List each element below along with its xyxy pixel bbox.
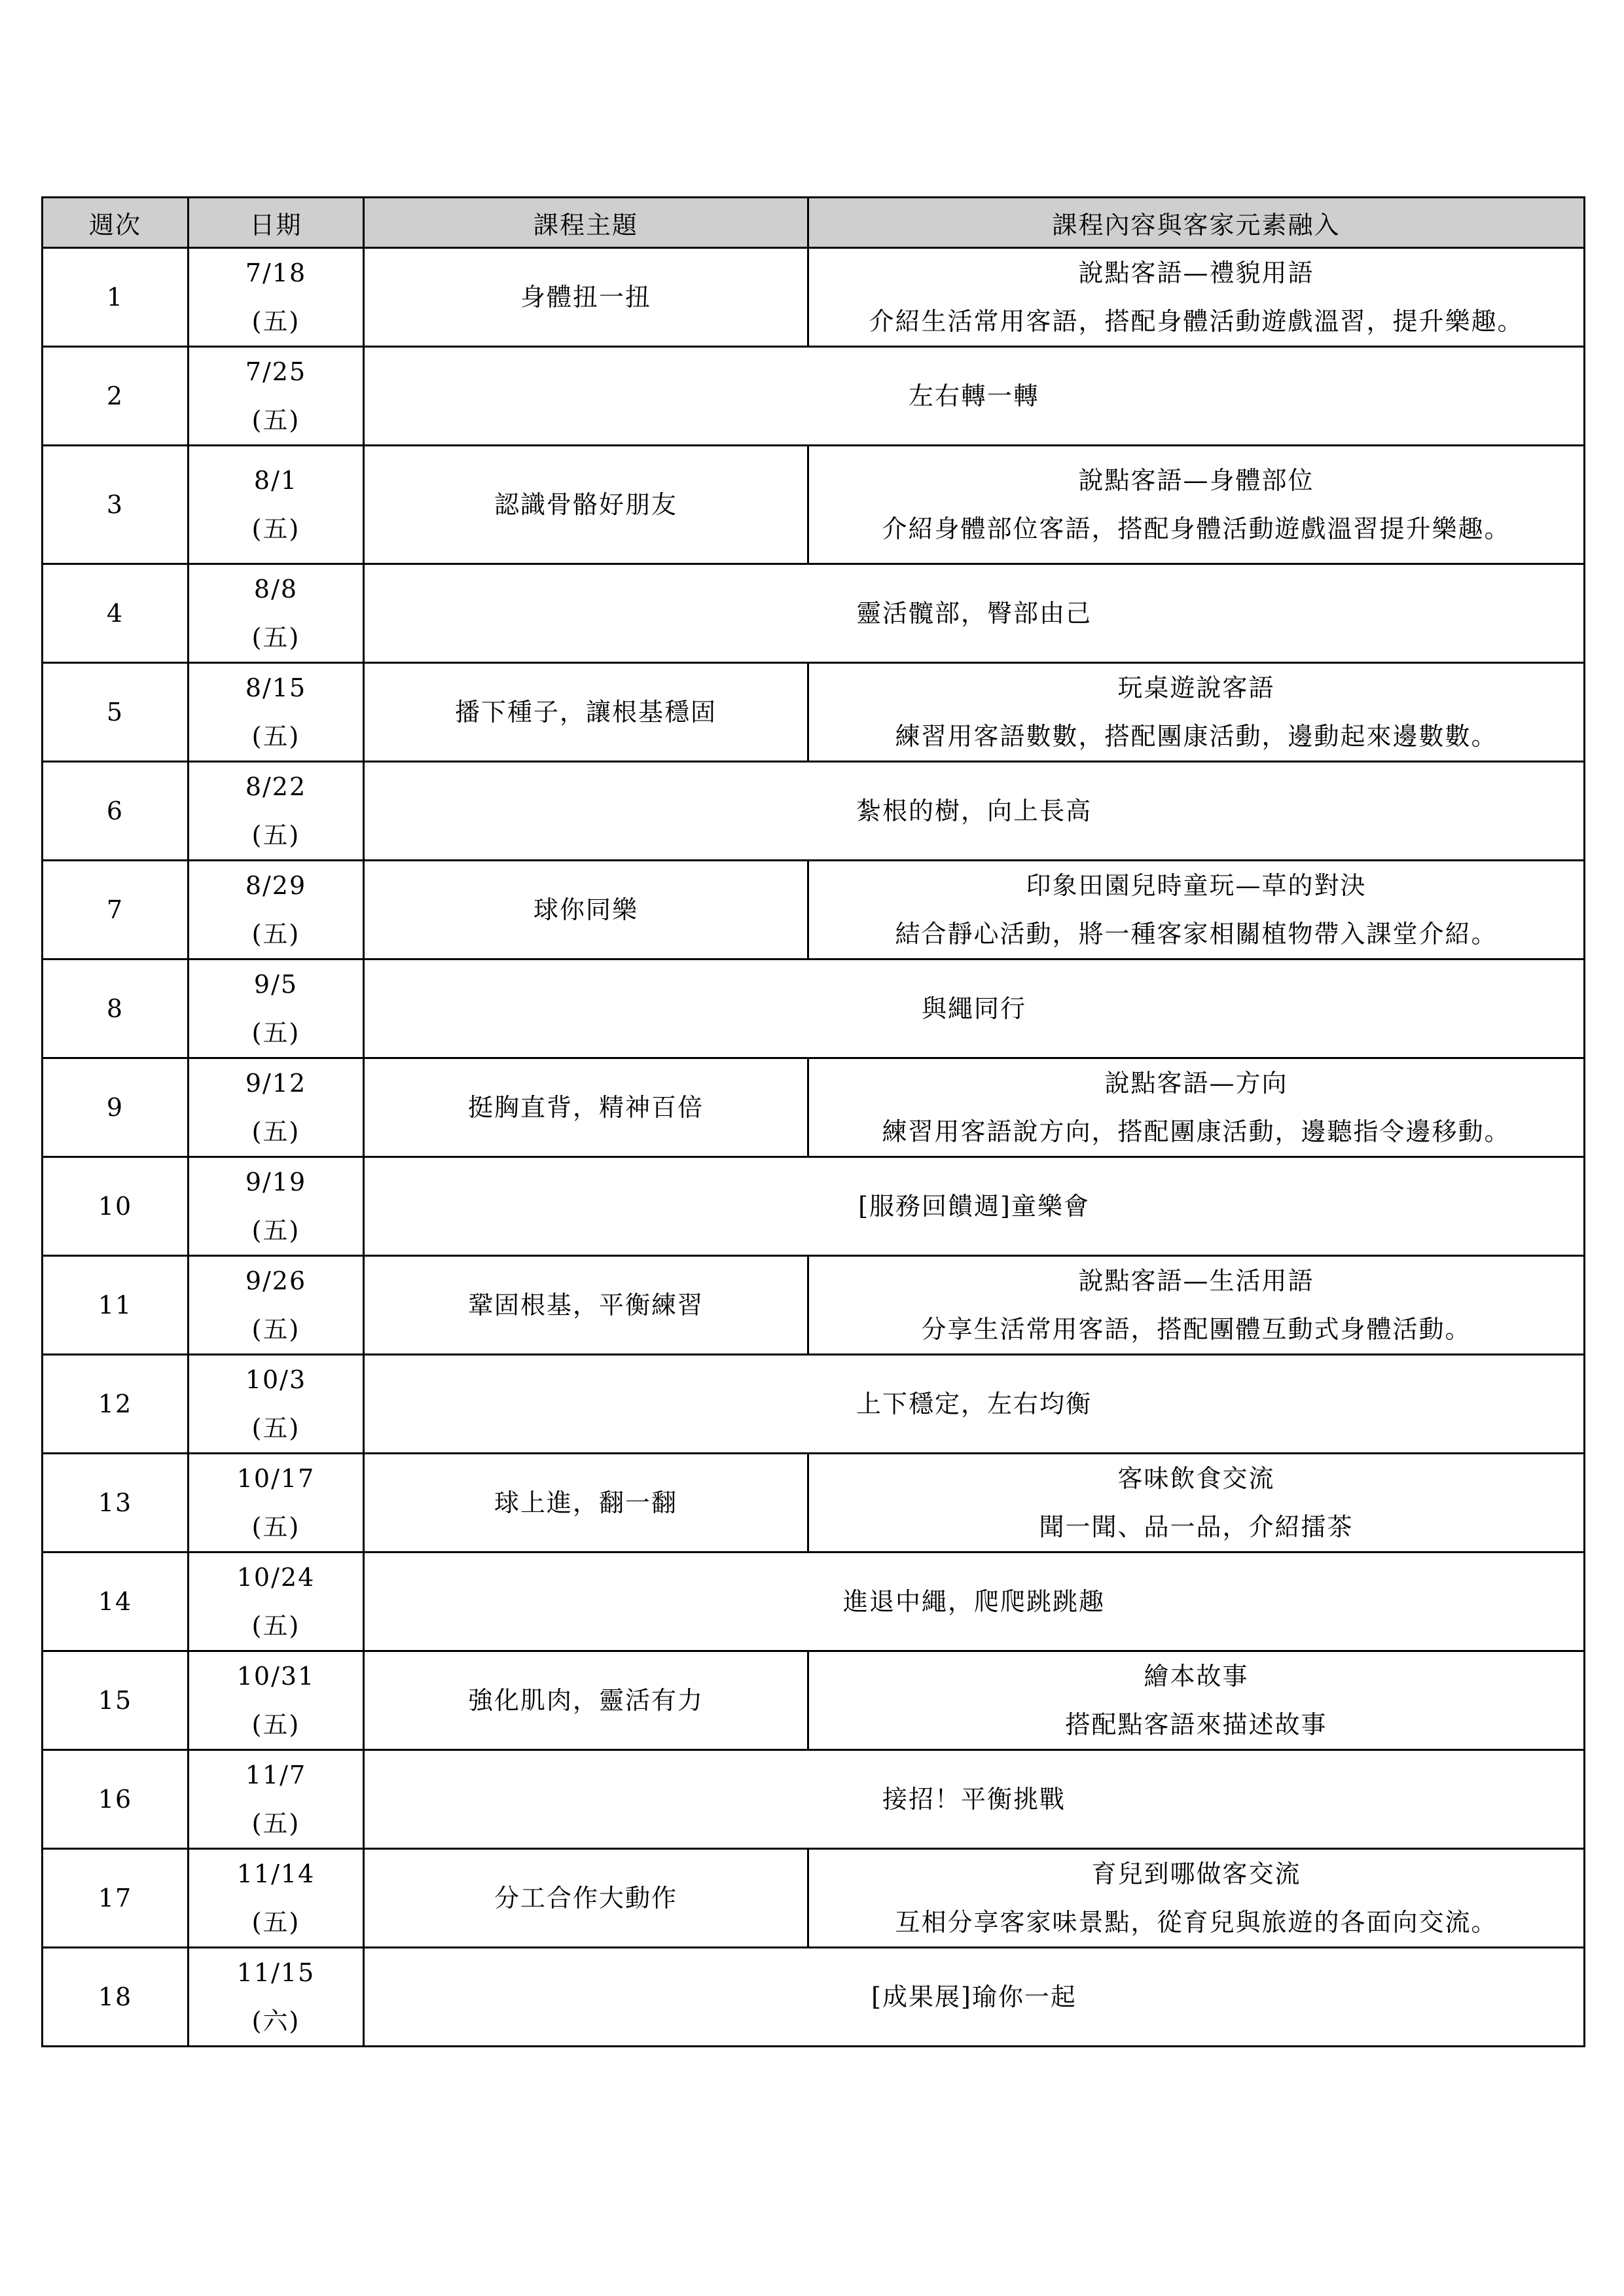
week-number: 5 <box>43 663 189 762</box>
date-cell <box>189 1256 364 1355</box>
table-row <box>43 861 1585 960</box>
topic-cell: 播下種子，讓根基穩固 <box>364 663 808 762</box>
content-title: 說點客語—禮貌用語 <box>1078 259 1314 287</box>
table-row <box>43 1651 1585 1750</box>
week-number: 16 <box>43 1750 189 1849</box>
header-row <box>43 198 1585 248</box>
weekday: (五) <box>251 1117 300 1146</box>
date-cell <box>189 1157 364 1256</box>
date-cell <box>189 1948 364 2047</box>
table-row <box>43 1454 1585 1552</box>
week-number: 4 <box>43 564 189 663</box>
content-cell <box>808 1651 1585 1750</box>
topic-cell-merged: 進退中繩，爬爬跳跳趣 <box>364 1552 1585 1651</box>
topic-cell: 強化肌肉，靈活有力 <box>364 1651 808 1750</box>
week-number: 18 <box>43 1948 189 2047</box>
topic-cell-merged: 紮根的樹，向上長高 <box>364 762 1585 861</box>
topic-cell-merged: 接招！平衡挑戰 <box>364 1750 1585 1849</box>
weekday: (五) <box>251 1216 300 1245</box>
content-cell <box>808 1454 1585 1552</box>
weekday: (五) <box>251 1414 300 1443</box>
weekday: (五) <box>251 307 300 336</box>
date-value: 8/15 <box>245 673 307 702</box>
content-cell <box>808 663 1585 762</box>
date-value: 11/14 <box>236 1859 316 1888</box>
week-number: 14 <box>43 1552 189 1651</box>
weekday: (五) <box>251 1315 300 1344</box>
table-row <box>43 1157 1585 1256</box>
date-value: 8/29 <box>245 871 307 900</box>
table-row <box>43 960 1585 1058</box>
content-title: 育兒到哪做客交流 <box>1091 1859 1301 1888</box>
content-desc: 搭配點客語來描述故事 <box>1065 1710 1327 1739</box>
date-value: 7/25 <box>245 357 307 386</box>
weekday: (五) <box>251 722 300 751</box>
topic-cell: 身體扭一扭 <box>364 248 808 347</box>
week-number: 13 <box>43 1454 189 1552</box>
content-title: 說點客語—身體部位 <box>1078 466 1314 495</box>
week-number: 6 <box>43 762 189 861</box>
topic-cell-merged: [成果展]瑜你一起 <box>364 1948 1585 2047</box>
table-row <box>43 1948 1585 2047</box>
week-number: 2 <box>43 347 189 446</box>
date-cell <box>189 960 364 1058</box>
date-value: 10/17 <box>236 1464 316 1493</box>
weekday: (六) <box>251 2007 300 2036</box>
content-desc: 互相分享客家味景點，從育兒與旅遊的各面向交流。 <box>895 1908 1498 1937</box>
table-row <box>43 1058 1585 1157</box>
week-number: 8 <box>43 960 189 1058</box>
week-number: 1 <box>43 248 189 347</box>
table-row <box>43 446 1585 564</box>
week-number: 17 <box>43 1849 189 1948</box>
date-cell <box>189 762 364 861</box>
week-number: 3 <box>43 446 189 564</box>
table-row <box>43 1750 1585 1849</box>
table-row <box>43 762 1585 861</box>
topic-cell-merged: 上下穩定，左右均衡 <box>364 1355 1585 1454</box>
topic-cell-merged: [服務回饋週]童樂會 <box>364 1157 1585 1256</box>
week-number: 15 <box>43 1651 189 1750</box>
week-number: 7 <box>43 861 189 960</box>
date-value: 8/8 <box>253 575 298 603</box>
content-title: 印象田園兒時童玩—草的對決 <box>1026 871 1367 900</box>
content-title: 客味飲食交流 <box>1117 1464 1275 1493</box>
date-cell <box>189 1552 364 1651</box>
table-row <box>43 1552 1585 1651</box>
content-desc: 結合靜心活動，將一種客家相關植物帶入課堂介紹。 <box>895 920 1498 948</box>
content-cell <box>808 248 1585 347</box>
content-title: 說點客語—方向 <box>1104 1069 1288 1098</box>
weekday: (五) <box>251 1611 300 1640</box>
table-row <box>43 663 1585 762</box>
content-cell <box>808 446 1585 564</box>
date-value: 11/15 <box>236 1958 316 1987</box>
table-row <box>43 564 1585 663</box>
date-cell <box>189 663 364 762</box>
weekday: (五) <box>251 1018 300 1047</box>
content-cell <box>808 861 1585 960</box>
content-cell <box>808 1849 1585 1948</box>
header-date: 日期 <box>189 198 364 248</box>
topic-cell: 分工合作大動作 <box>364 1849 808 1948</box>
content-desc: 練習用客語說方向，搭配團康活動，邊聽指令邊移動。 <box>882 1117 1511 1146</box>
topic-cell: 鞏固根基，平衡練習 <box>364 1256 808 1355</box>
header-week: 週次 <box>43 198 189 248</box>
date-value: 10/24 <box>236 1563 316 1592</box>
content-cell <box>808 1256 1585 1355</box>
date-cell <box>189 347 364 446</box>
topic-cell-merged: 左右轉一轉 <box>364 347 1585 446</box>
table-row <box>43 1355 1585 1454</box>
date-cell <box>189 1355 364 1454</box>
date-value: 9/12 <box>245 1069 307 1098</box>
date-cell <box>189 861 364 960</box>
topic-cell: 球上進，翻一翻 <box>364 1454 808 1552</box>
weekday: (五) <box>251 1710 300 1739</box>
table-row <box>43 248 1585 347</box>
date-cell <box>189 446 364 564</box>
week-number: 10 <box>43 1157 189 1256</box>
date-cell <box>189 1750 364 1849</box>
content-title: 玩桌遊說客語 <box>1117 673 1275 702</box>
date-value: 9/26 <box>245 1266 307 1295</box>
date-value: 7/18 <box>245 259 307 287</box>
table-row <box>43 347 1585 446</box>
topic-cell: 認識骨骼好朋友 <box>364 446 808 564</box>
content-title: 說點客語—生活用語 <box>1078 1266 1314 1295</box>
table-row <box>43 1256 1585 1355</box>
weekday: (五) <box>251 514 300 543</box>
course-schedule-table <box>41 196 1585 2047</box>
table-row <box>43 1849 1585 1948</box>
date-cell <box>189 248 364 347</box>
weekday: (五) <box>251 821 300 850</box>
topic-cell: 挺胸直背，精神百倍 <box>364 1058 808 1157</box>
content-title: 繪本故事 <box>1144 1662 1249 1691</box>
weekday: (五) <box>251 406 300 435</box>
date-cell <box>189 1849 364 1948</box>
topic-cell-merged: 靈活髖部，臀部由己 <box>364 564 1585 663</box>
date-cell <box>189 1454 364 1552</box>
week-number: 9 <box>43 1058 189 1157</box>
week-number: 11 <box>43 1256 189 1355</box>
weekday: (五) <box>251 623 300 652</box>
header-topic: 課程主題 <box>364 198 808 248</box>
content-desc: 聞一聞、品一品，介紹擂茶 <box>1039 1513 1354 1541</box>
content-desc: 練習用客語數數，搭配團康活動，邊動起來邊數數。 <box>895 722 1498 751</box>
date-value: 9/19 <box>245 1168 307 1196</box>
date-cell <box>189 1651 364 1750</box>
weekday: (五) <box>251 1908 300 1937</box>
weekday: (五) <box>251 1809 300 1838</box>
content-desc: 分享生活常用客語，搭配團體互動式身體活動。 <box>921 1315 1471 1344</box>
topic-cell-merged: 與繩同行 <box>364 960 1585 1058</box>
week-number: 12 <box>43 1355 189 1454</box>
weekday: (五) <box>251 1513 300 1541</box>
topic-cell: 球你同樂 <box>364 861 808 960</box>
date-value: 10/31 <box>236 1662 316 1691</box>
date-value: 10/3 <box>245 1365 307 1394</box>
weekday: (五) <box>251 920 300 948</box>
date-value: 8/22 <box>245 772 307 801</box>
header-content: 課程內容與客家元素融入 <box>808 198 1585 248</box>
date-cell <box>189 1058 364 1157</box>
content-desc: 介紹身體部位客語，搭配身體活動遊戲溫習提升樂趣。 <box>882 514 1511 543</box>
date-cell <box>189 564 364 663</box>
date-value: 8/1 <box>253 466 298 495</box>
date-value: 11/7 <box>245 1761 307 1789</box>
date-value: 9/5 <box>253 970 298 999</box>
content-cell <box>808 1058 1585 1157</box>
content-desc: 介紹生活常用客語，搭配身體活動遊戲溫習，提升樂趣。 <box>869 307 1524 336</box>
